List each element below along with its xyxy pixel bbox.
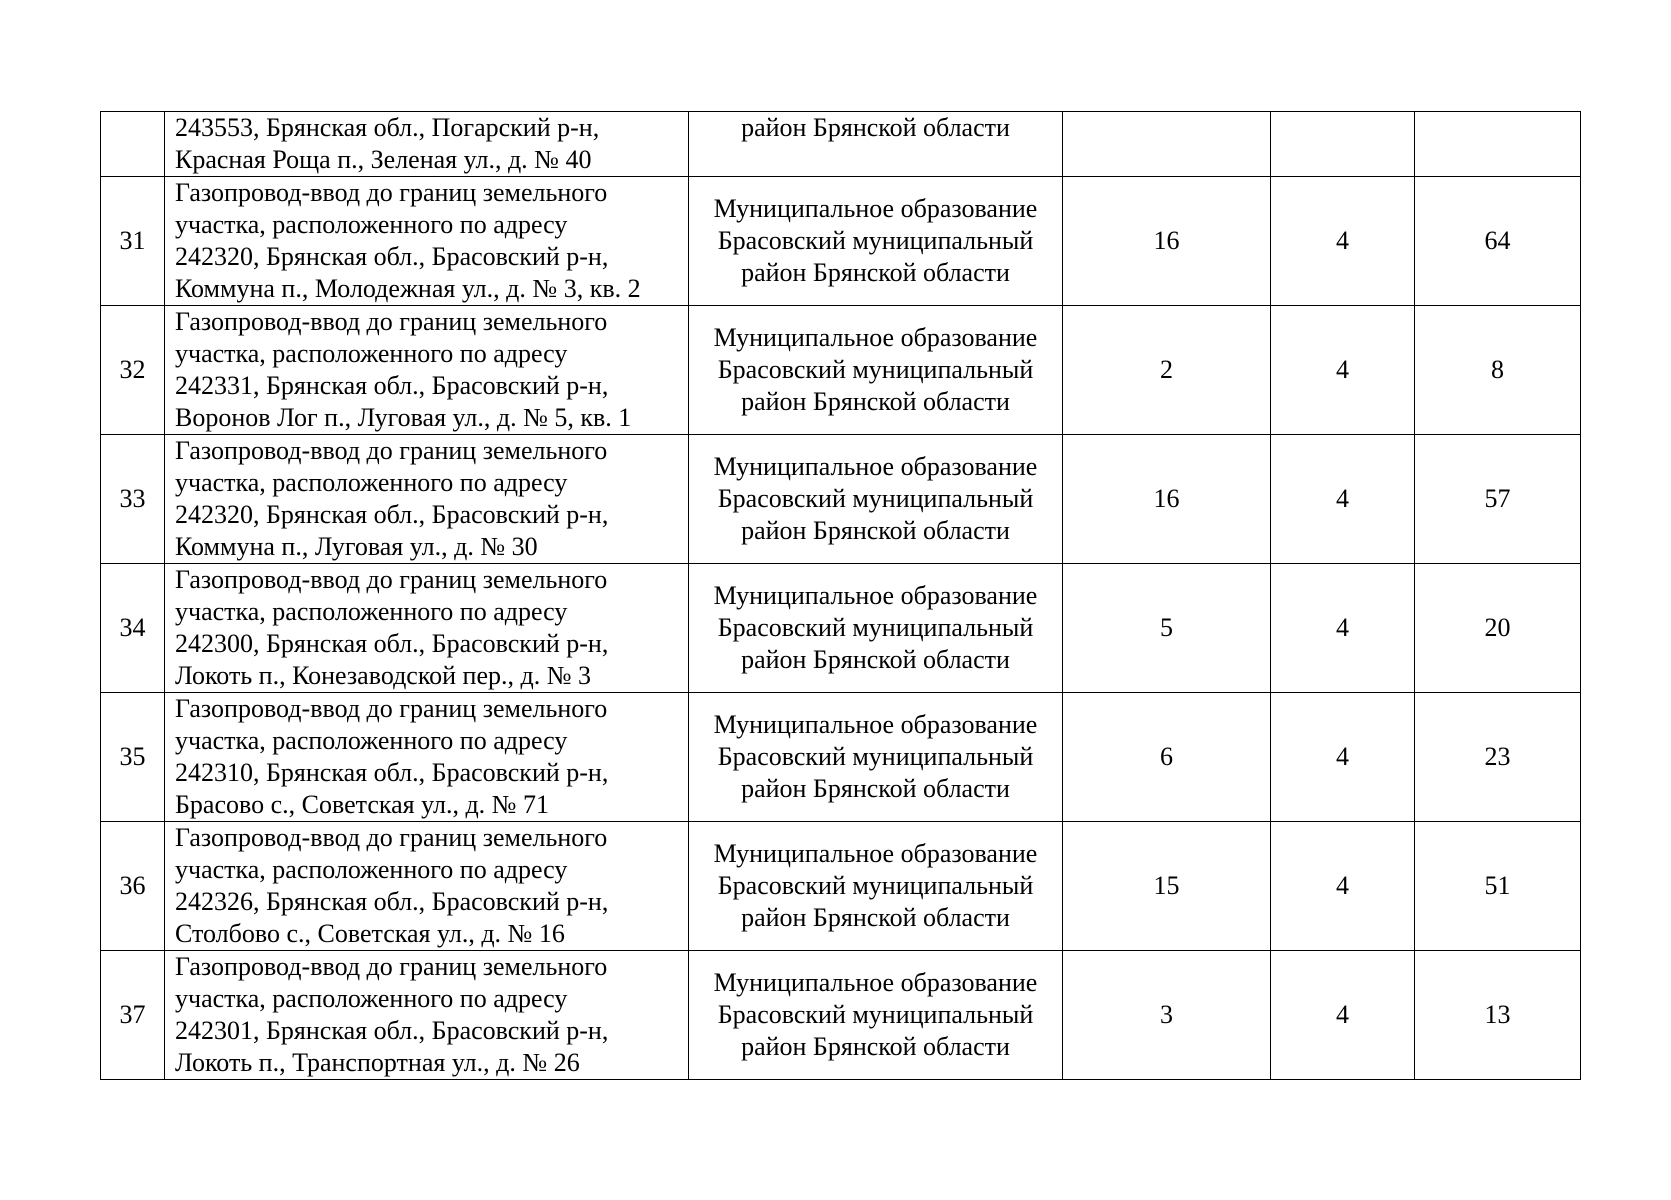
object-line: Газопровод-ввод до границ земельного [175,823,608,852]
cell-object [165,435,689,564]
cell-col6 [1415,112,1581,177]
object-line: Газопровод-ввод до границ земельного [175,565,608,594]
registry-table [100,111,1581,1080]
cell-col4 [1063,112,1271,177]
object-line: участка, расположенного по адресу [175,468,568,497]
cell-col6: 64 [1415,177,1581,306]
cell-col4: 6 [1063,693,1271,822]
cell-owner [689,177,1063,306]
cell-col5: 4 [1271,693,1415,822]
cell-number: 31 [101,177,165,306]
cell-col4: 15 [1063,822,1271,951]
cell-col4: 16 [1063,435,1271,564]
cell-number: 32 [101,306,165,435]
cell-col6: 13 [1415,951,1581,1080]
cell-col5: 4 [1271,822,1415,951]
owner-line: Муниципальное образование [713,452,1038,481]
object-line: 242326, Брянская обл., Брасовский р-н, [175,887,609,916]
cell-owner [689,306,1063,435]
object-line: участка, расположенного по адресу [175,210,568,239]
object-line: 242320, Брянская обл., Брасовский р-н, [175,242,609,271]
object-line: Газопровод-ввод до границ земельного [175,952,608,981]
owner-line: Брасовский муниципальный [717,355,1034,384]
object-line: 242300, Брянская обл., Брасовский р-н, [175,629,609,658]
table-row [101,435,1581,564]
object-line: Газопровод-ввод до границ земельного [175,178,608,207]
owner-line: Брасовский муниципальный [717,484,1034,513]
cell-owner [689,112,1063,177]
object-line: Локоть п., Конезаводской пер., д. № 3 [175,661,592,690]
cell-owner [689,822,1063,951]
table-row [101,306,1581,435]
owner-line: район Брянской области [741,258,1010,287]
cell-col6: 8 [1415,306,1581,435]
cell-col4: 16 [1063,177,1271,306]
cell-number: 36 [101,822,165,951]
object-line: Газопровод-ввод до границ земельного [175,436,608,465]
object-line: Газопровод-ввод до границ земельного [175,307,608,336]
cell-col4: 3 [1063,951,1271,1080]
object-line: Коммуна п., Молодежная ул., д. № 3, кв. 2 [175,274,641,303]
cell-number: 33 [101,435,165,564]
cell-number: 35 [101,693,165,822]
owner-line: Муниципальное образование [713,323,1038,352]
object-line: Столбово с., Советская ул., д. № 16 [175,919,565,948]
object-line: Брасово с., Советская ул., д. № 71 [175,790,549,819]
cell-number: 37 [101,951,165,1080]
cell-col5: 4 [1271,564,1415,693]
cell-object [165,951,689,1080]
owner-line: район Брянской области [741,1032,1010,1061]
cell-col5: 4 [1271,435,1415,564]
object-line: участка, расположенного по адресу [175,597,568,626]
object-line: Коммуна п., Луговая ул., д. № 30 [175,532,538,561]
table-row [101,822,1581,951]
cell-owner [689,693,1063,822]
table-row [101,564,1581,693]
object-line: 242320, Брянская обл., Брасовский р-н, [175,500,609,529]
object-line: Газопровод-ввод до границ земельного [175,694,608,723]
cell-object [165,564,689,693]
owner-line: район Брянской области [741,113,1010,142]
cell-col5: 4 [1271,306,1415,435]
owner-line: Муниципальное образование [713,581,1038,610]
cell-col6: 51 [1415,822,1581,951]
owner-line: Брасовский муниципальный [717,742,1034,771]
owner-line: район Брянской области [741,387,1010,416]
table-row [101,693,1581,822]
object-line: 242301, Брянская обл., Брасовский р-н, [175,1016,609,1045]
cell-col6: 20 [1415,564,1581,693]
cell-number: 34 [101,564,165,693]
owner-line: Брасовский муниципальный [717,226,1034,255]
cell-col5: 4 [1271,177,1415,306]
owner-line: Брасовский муниципальный [717,871,1034,900]
cell-object [165,177,689,306]
object-line: 243553, Брянская обл., Погарский р-н, [175,113,600,142]
cell-number [101,112,165,177]
cell-col5: 4 [1271,951,1415,1080]
cell-object [165,306,689,435]
cell-owner [689,951,1063,1080]
cell-col5 [1271,112,1415,177]
object-line: участка, расположенного по адресу [175,984,568,1013]
object-line: Красная Роща п., Зеленая ул., д. № 40 [175,145,592,174]
table-row [101,177,1581,306]
cell-col4: 2 [1063,306,1271,435]
object-line: 242331, Брянская обл., Брасовский р-н, [175,371,609,400]
owner-line: Брасовский муниципальный [717,613,1034,642]
object-line: участка, расположенного по адресу [175,855,568,884]
object-line: Локоть п., Транспортная ул., д. № 26 [175,1048,580,1077]
cell-object [165,822,689,951]
table-row-continuation [101,112,1581,177]
owner-line: район Брянской области [741,516,1010,545]
cell-owner [689,564,1063,693]
object-line: 242310, Брянская обл., Брасовский р-н, [175,758,609,787]
table-row [101,951,1581,1080]
cell-object [165,693,689,822]
owner-line: район Брянской области [741,903,1010,932]
owner-line: Муниципальное образование [713,968,1038,997]
cell-col4: 5 [1063,564,1271,693]
object-line: Воронов Лог п., Луговая ул., д. № 5, кв. 1 [175,403,632,432]
object-line: участка, расположенного по адресу [175,726,568,755]
owner-line: Брасовский муниципальный [717,1000,1034,1029]
cell-object [165,112,689,177]
owner-line: Муниципальное образование [713,710,1038,739]
object-line: участка, расположенного по адресу [175,339,568,368]
owner-line: район Брянской области [741,645,1010,674]
cell-col6: 23 [1415,693,1581,822]
owner-line: район Брянской области [741,774,1010,803]
owner-line: Муниципальное образование [713,839,1038,868]
cell-col6: 57 [1415,435,1581,564]
cell-owner [689,435,1063,564]
owner-line: Муниципальное образование [713,194,1038,223]
